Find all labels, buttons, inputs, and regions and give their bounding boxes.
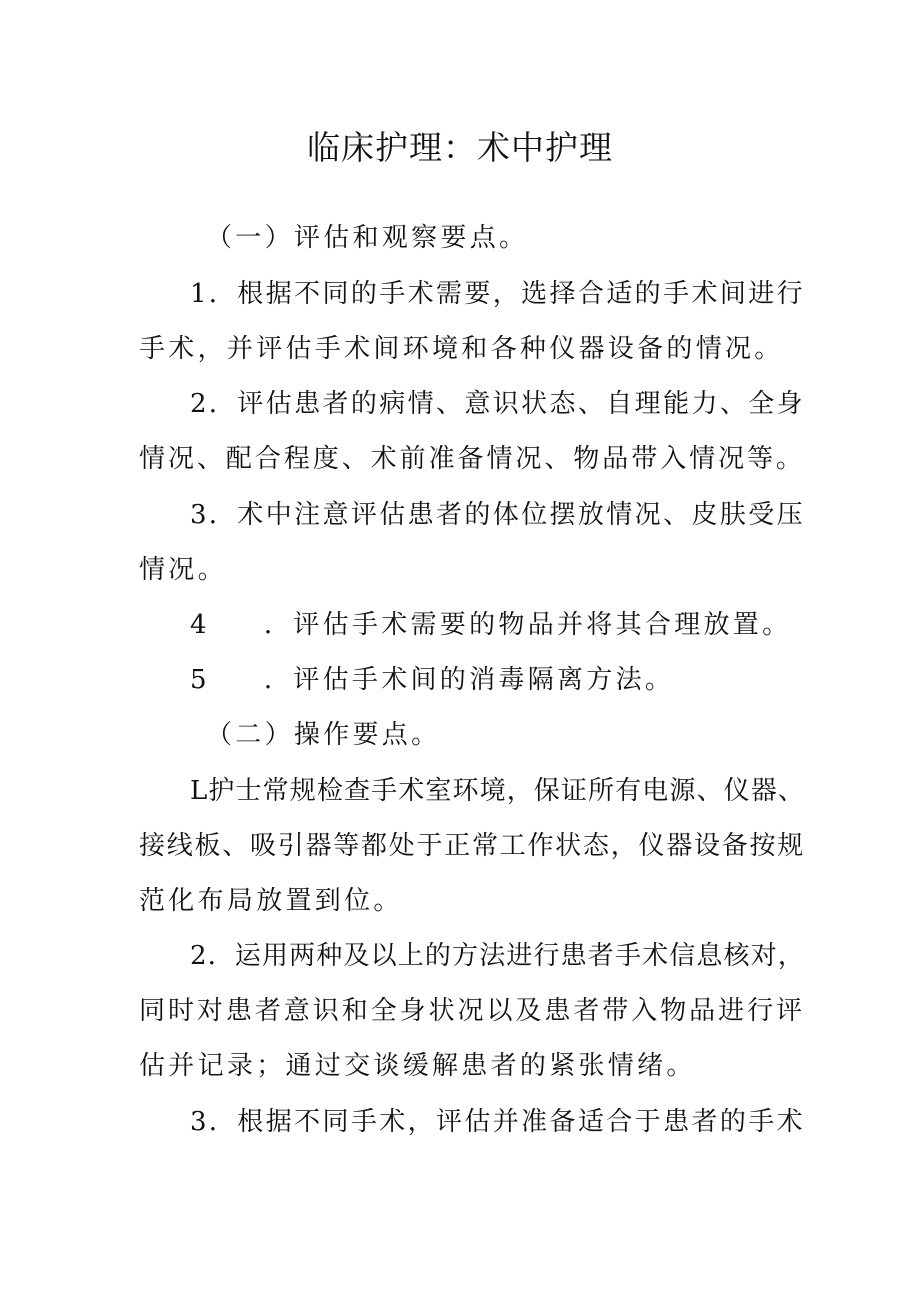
section2-item1-line2: 接线板、吸引器等都处于正常工作状态，仪器设备按规 <box>139 831 805 861</box>
section1-item5-number: 5 <box>190 665 210 695</box>
section1-item4-number: 4 <box>190 610 210 640</box>
section2-item3-line1: 3．根据不同手术，评估并准备适合于患者的手术 <box>190 1107 805 1137</box>
section1-item3-line1: 3．术中注意评估患者的体位摆放情况、皮肤受压 <box>190 500 805 530</box>
section1-item4 <box>190 607 791 643</box>
section1-item1-line1: 1．根据不同的手术需要，选择合适的手术间进行 <box>190 279 805 309</box>
section2-item1-line1: L护士常规检查手术室环境，保证所有电源、仪器、 <box>190 776 805 806</box>
section2-item2-line3: 估并记录；通过交谈缓解患者的紧张情绪。 <box>139 1051 696 1081</box>
section1-item5 <box>190 662 674 698</box>
section1-item2-line1: 2．评估患者的病情、意识状态、自理能力、全身 <box>190 389 805 419</box>
section2-item1-line3: 范化布局放置到位。 <box>139 886 403 916</box>
section2-heading: （二）操作要点。 <box>206 720 441 750</box>
section2-item2-line1: 2．运用两种及以上的方法进行患者手术信息核对， <box>190 941 805 971</box>
section2-item2-line2: 同时对患者意识和全身状况以及患者带入物品进行评 <box>139 996 805 1026</box>
section1-item2-line2: 情况、配合程度、术前准备情况、物品带入情况等。 <box>139 444 805 474</box>
section1-heading: （一）评估和观察要点。 <box>206 223 529 253</box>
section1-item1-line2: 手术，并评估手术间环境和各种仪器设备的情况。 <box>139 334 784 364</box>
section1-item5-text: ．评估手术间的消毒隔离方法。 <box>264 665 675 695</box>
section1-item4-text: ．评估手术需要的物品并将其合理放置。 <box>264 610 792 640</box>
document-title: 临床护理：术中护理 <box>307 128 613 167</box>
section1-item3-line2: 情况。 <box>139 555 227 585</box>
